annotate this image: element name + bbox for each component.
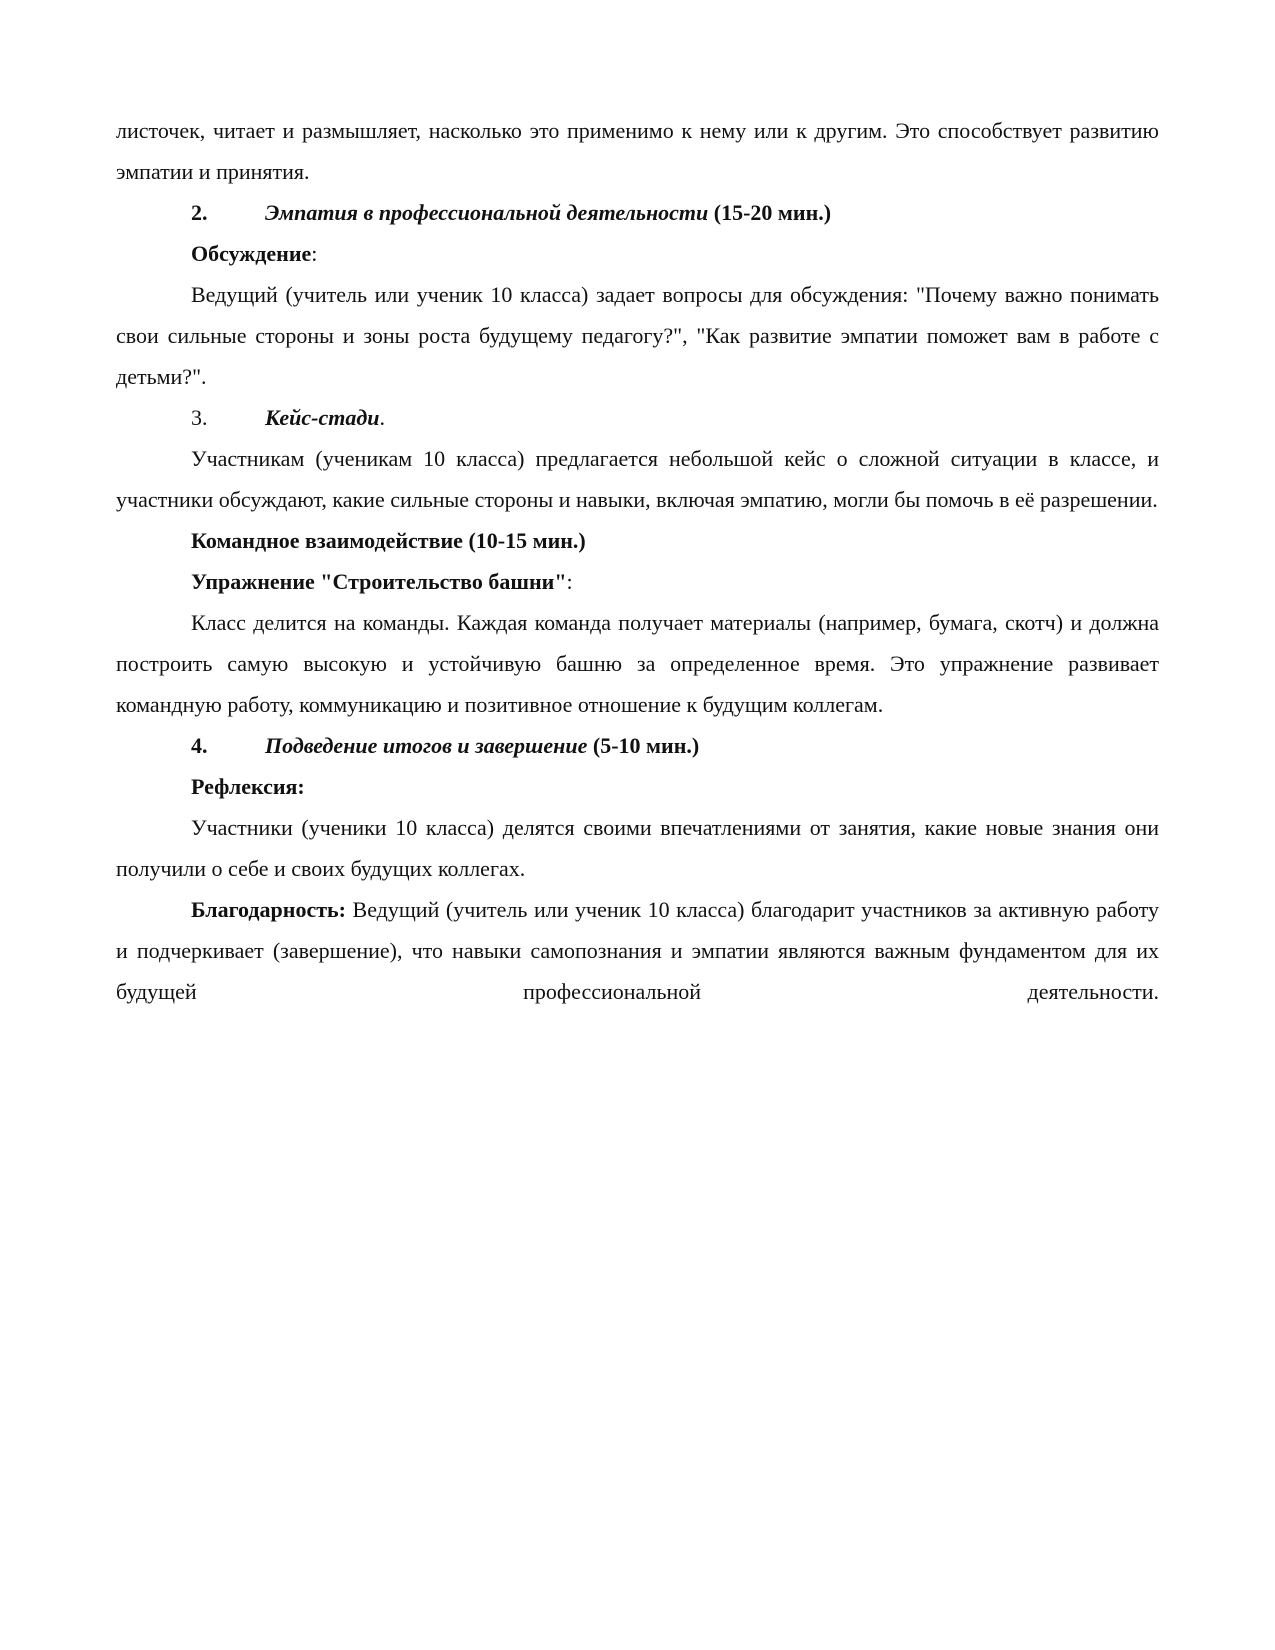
paragraph-gratitude xyxy=(116,889,1159,1012)
document-page xyxy=(116,110,1159,1012)
section-2-number: 2. xyxy=(191,200,208,225)
section-4-heading xyxy=(116,725,1159,766)
exercise-label: Упражнение "Строительство башни" xyxy=(191,569,567,594)
section-4-number: 4. xyxy=(191,733,208,758)
section-3-heading xyxy=(116,397,1159,438)
paragraph-discussion: Ведущий (учитель или ученик 10 класса) задает вопросы для обсуждения: "Почему важно понимать свои сильные стороны и зоны роста будущему педагогу?", "Как развитие эмпатии поможет вам в работе с детьми?". xyxy=(116,282,1159,389)
section-3-title: Кейс-стади xyxy=(265,405,380,430)
discussion-label: Обсуждение xyxy=(191,241,312,266)
exercise-heading xyxy=(116,561,1159,602)
paragraph-case-study: Участникам (ученикам 10 класса) предлагается небольшой кейс о сложной ситуации в классе, и участники обсуждают, какие сильные стороны и навыки, включая эмпатию, могли бы помочь в её разрешении. xyxy=(116,446,1159,512)
section-4-title: Подведение итогов и завершение xyxy=(265,733,588,758)
section-3-number: 3. xyxy=(191,405,208,430)
discussion-heading xyxy=(116,233,1159,274)
discussion-colon: : xyxy=(311,241,318,266)
section-3-dot: . xyxy=(379,405,385,430)
section-4-time: (5-10 мин.) xyxy=(587,733,700,758)
team-interaction-heading: Командное взаимодействие (10-15 мин.) xyxy=(191,528,586,553)
paragraph-tower-exercise: Класс делится на команды. Каждая команда получает материалы (например, бумага, скотч) и должна построить самую высокую и устойчивую башню за определенное время. Это упражнение развивает командную работу, коммуникацию и позитивное отношение к будущим коллегам. xyxy=(116,610,1159,717)
exercise-colon: : xyxy=(566,569,573,594)
gratitude-label: Благодарность: xyxy=(191,897,346,922)
reflection-heading: Рефлексия: xyxy=(191,774,305,799)
section-2-heading xyxy=(116,192,1159,233)
gratitude-text: Ведущий (учитель или ученик 10 класса) благодарит участников за активную работу и подчеркивает (завершение), что навыки самопознания и эмпатии являются важным фундаментом для их будущей профессиональной деятельности. xyxy=(116,897,1159,1004)
paragraph-intro: листочек, читает и размышляет, насколько это применимо к нему или к другим. Это способствует развитию эмпатии и принятия. xyxy=(116,118,1159,184)
paragraph-reflection: Участники (ученики 10 класса) делятся своими впечатлениями от занятия, какие новые знания они получили о себе и своих будущих коллегах. xyxy=(116,815,1159,881)
section-2-title: Эмпатия в профессиональной деятельности xyxy=(265,200,709,225)
section-2-time: (15-20 мин.) xyxy=(708,200,832,225)
